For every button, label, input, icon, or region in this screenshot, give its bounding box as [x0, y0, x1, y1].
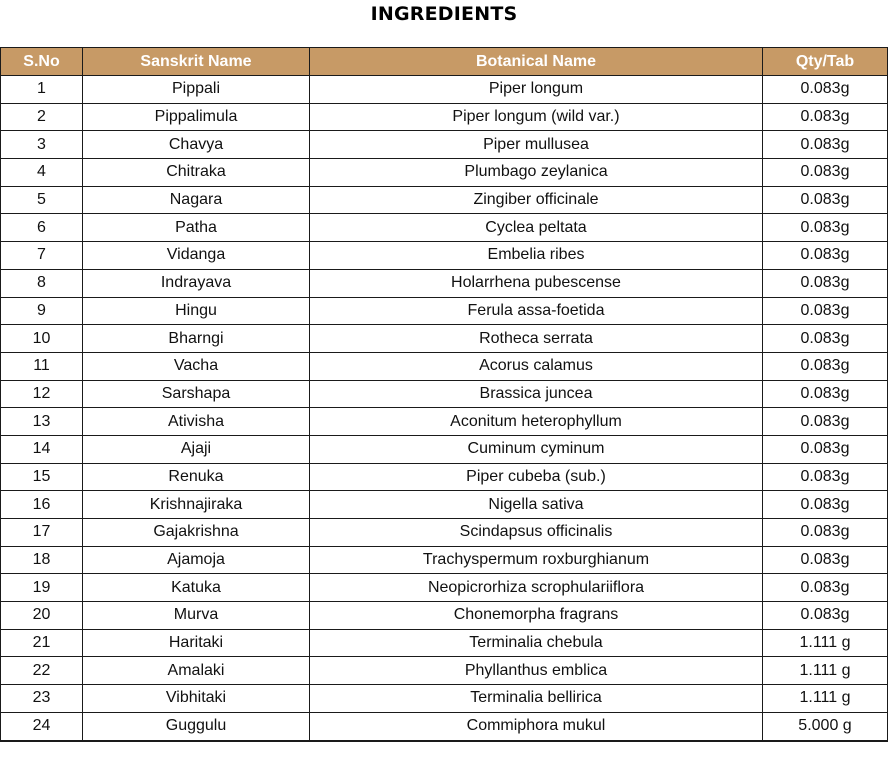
- table-row: [1, 602, 888, 630]
- cell-qty: 0.083g: [763, 131, 888, 159]
- cell-qty: 0.083g: [763, 380, 888, 408]
- table-row: [1, 131, 888, 159]
- ingredients-table: [0, 47, 888, 742]
- cell-sno: 10: [1, 325, 83, 353]
- table-row: [1, 435, 888, 463]
- cell-qty: 0.083g: [763, 325, 888, 353]
- table-row: [1, 242, 888, 270]
- cell-sno: 5: [1, 186, 83, 214]
- cell-sanskrit-name: Gajakrishna: [83, 519, 310, 547]
- cell-sanskrit-name: Nagara: [83, 186, 310, 214]
- cell-sno: 16: [1, 491, 83, 519]
- cell-botanical-name: Scindapsus officinalis: [310, 519, 763, 547]
- cell-sanskrit-name: Renuka: [83, 463, 310, 491]
- cell-sno: 15: [1, 463, 83, 491]
- cell-qty: 0.083g: [763, 491, 888, 519]
- cell-sanskrit-name: Pippalimula: [83, 103, 310, 131]
- cell-botanical-name: Embelia ribes: [310, 242, 763, 270]
- table-row: [1, 269, 888, 297]
- cell-sno: 3: [1, 131, 83, 159]
- cell-sno: 21: [1, 629, 83, 657]
- cell-botanical-name: Brassica juncea: [310, 380, 763, 408]
- cell-sno: 6: [1, 214, 83, 242]
- cell-botanical-name: Phyllanthus emblica: [310, 657, 763, 685]
- table-row: [1, 186, 888, 214]
- cell-sanskrit-name: Haritaki: [83, 629, 310, 657]
- cell-qty: 0.083g: [763, 574, 888, 602]
- cell-qty: 0.083g: [763, 103, 888, 131]
- table-row: [1, 159, 888, 187]
- cell-botanical-name: Plumbago zeylanica: [310, 159, 763, 187]
- cell-sno: 24: [1, 712, 83, 740]
- cell-qty: 1.111 g: [763, 629, 888, 657]
- cell-qty: 0.083g: [763, 242, 888, 270]
- cell-sanskrit-name: Ajaji: [83, 435, 310, 463]
- cell-botanical-name: Cuminum cyminum: [310, 435, 763, 463]
- cell-sno: 9: [1, 297, 83, 325]
- table-row: [1, 297, 888, 325]
- cell-sanskrit-name: Murva: [83, 602, 310, 630]
- cell-sanskrit-name: Vibhitaki: [83, 685, 310, 713]
- cell-botanical-name: Cyclea peltata: [310, 214, 763, 242]
- table-row: [1, 103, 888, 131]
- cell-qty: 0.083g: [763, 297, 888, 325]
- cell-sanskrit-name: Bharngi: [83, 325, 310, 353]
- cell-sno: 12: [1, 380, 83, 408]
- cell-sno: 20: [1, 602, 83, 630]
- cell-sanskrit-name: Pippali: [83, 76, 310, 104]
- table-row: [1, 325, 888, 353]
- table-row: [1, 463, 888, 491]
- table-row: [1, 519, 888, 547]
- table-row: [1, 574, 888, 602]
- column-header-sno: S.No: [1, 48, 83, 76]
- cell-sanskrit-name: Ativisha: [83, 408, 310, 436]
- table-row: [1, 352, 888, 380]
- table-row: [1, 546, 888, 574]
- cell-sno: 23: [1, 685, 83, 713]
- cell-sno: 11: [1, 352, 83, 380]
- cell-qty: 1.111 g: [763, 657, 888, 685]
- cell-botanical-name: Commiphora mukul: [310, 712, 763, 740]
- cell-botanical-name: Trachyspermum roxburghianum: [310, 546, 763, 574]
- cell-qty: 0.083g: [763, 214, 888, 242]
- cell-botanical-name: Holarrhena pubescense: [310, 269, 763, 297]
- cell-sanskrit-name: Ajamoja: [83, 546, 310, 574]
- cell-sanskrit-name: Guggulu: [83, 712, 310, 740]
- cell-qty: 0.083g: [763, 186, 888, 214]
- cell-sanskrit-name: Vacha: [83, 352, 310, 380]
- table-row: [1, 408, 888, 436]
- cell-sno: 14: [1, 435, 83, 463]
- cell-sanskrit-name: Chavya: [83, 131, 310, 159]
- cell-sanskrit-name: Amalaki: [83, 657, 310, 685]
- column-header-sanskrit-name: Sanskrit Name: [83, 48, 310, 76]
- table-row: [1, 685, 888, 713]
- table-body: [1, 76, 888, 741]
- cell-sno: 8: [1, 269, 83, 297]
- cell-qty: 0.083g: [763, 519, 888, 547]
- cell-sno: 18: [1, 546, 83, 574]
- cell-qty: 0.083g: [763, 269, 888, 297]
- cell-botanical-name: Aconitum heterophyllum: [310, 408, 763, 436]
- cell-botanical-name: Piper cubeba (sub.): [310, 463, 763, 491]
- cell-qty: 0.083g: [763, 352, 888, 380]
- cell-qty: 1.111 g: [763, 685, 888, 713]
- table-row: [1, 491, 888, 519]
- table-row: [1, 214, 888, 242]
- table-row: [1, 380, 888, 408]
- column-header-qty-per-tab: Qty/Tab: [763, 48, 888, 76]
- cell-botanical-name: Terminalia chebula: [310, 629, 763, 657]
- cell-sanskrit-name: Hingu: [83, 297, 310, 325]
- cell-qty: 0.083g: [763, 602, 888, 630]
- cell-botanical-name: Piper mullusea: [310, 131, 763, 159]
- cell-qty: 0.083g: [763, 159, 888, 187]
- cell-botanical-name: Nigella sativa: [310, 491, 763, 519]
- table-row: [1, 629, 888, 657]
- cell-botanical-name: Piper longum: [310, 76, 763, 104]
- cell-botanical-name: Terminalia bellirica: [310, 685, 763, 713]
- cell-botanical-name: Zingiber officinale: [310, 186, 763, 214]
- cell-qty: 0.083g: [763, 435, 888, 463]
- cell-sanskrit-name: Indrayava: [83, 269, 310, 297]
- cell-sanskrit-name: Patha: [83, 214, 310, 242]
- cell-qty: 0.083g: [763, 546, 888, 574]
- cell-sno: 1: [1, 76, 83, 104]
- cell-sno: 4: [1, 159, 83, 187]
- column-header-botanical-name: Botanical Name: [310, 48, 763, 76]
- table-row: [1, 76, 888, 104]
- cell-sanskrit-name: Katuka: [83, 574, 310, 602]
- table-row: [1, 657, 888, 685]
- cell-sno: 22: [1, 657, 83, 685]
- cell-qty: 0.083g: [763, 463, 888, 491]
- cell-sanskrit-name: Chitraka: [83, 159, 310, 187]
- table-row: [1, 712, 888, 740]
- cell-sno: 7: [1, 242, 83, 270]
- cell-botanical-name: Ferula assa-foetida: [310, 297, 763, 325]
- cell-botanical-name: Acorus calamus: [310, 352, 763, 380]
- cell-botanical-name: Chonemorpha fragrans: [310, 602, 763, 630]
- cell-sno: 17: [1, 519, 83, 547]
- cell-sanskrit-name: Vidanga: [83, 242, 310, 270]
- cell-sno: 13: [1, 408, 83, 436]
- cell-botanical-name: Neopicrorhiza scrophulariiflora: [310, 574, 763, 602]
- table-header-row: [1, 48, 888, 76]
- cell-sanskrit-name: Sarshapa: [83, 380, 310, 408]
- page-title: INGREDIENTS: [370, 3, 518, 25]
- cell-botanical-name: Piper longum (wild var.): [310, 103, 763, 131]
- cell-sno: 19: [1, 574, 83, 602]
- cell-sanskrit-name: Krishnajiraka: [83, 491, 310, 519]
- cell-qty: 0.083g: [763, 408, 888, 436]
- cell-sno: 2: [1, 103, 83, 131]
- cell-qty: 0.083g: [763, 76, 888, 104]
- cell-qty: 5.000 g: [763, 712, 888, 740]
- cell-botanical-name: Rotheca serrata: [310, 325, 763, 353]
